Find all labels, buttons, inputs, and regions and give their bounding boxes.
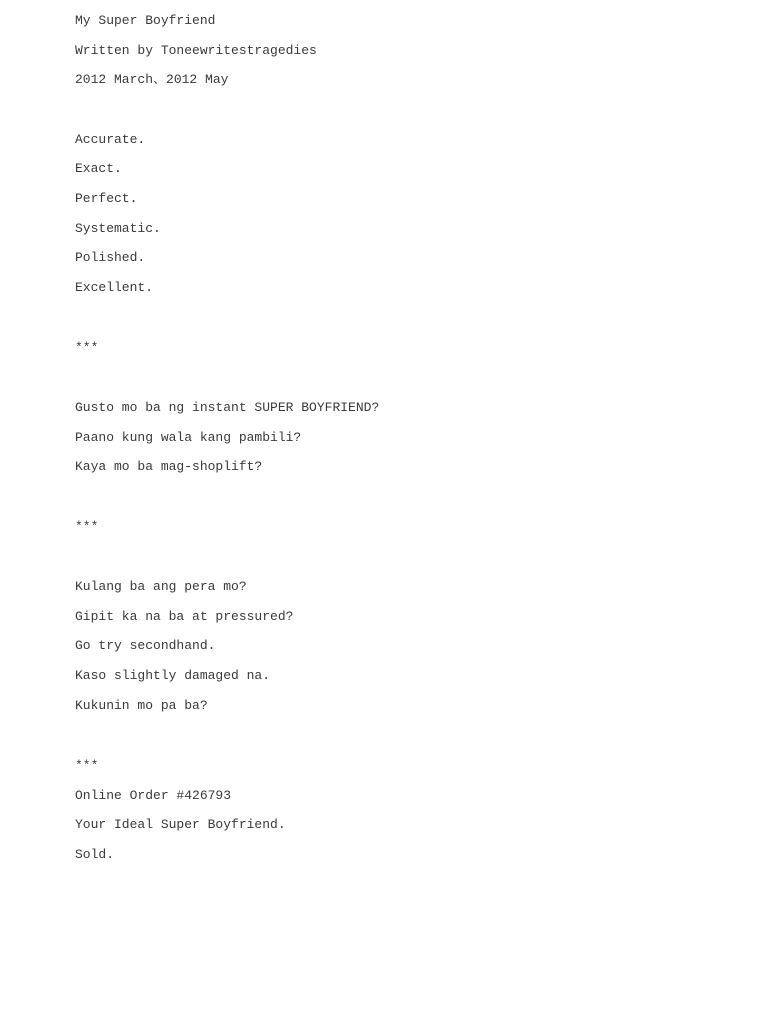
intro-word: Exact. [75, 161, 122, 176]
text-line: Paano kung wala kang pambili? [75, 430, 302, 445]
section-separator: *** [75, 340, 99, 355]
date-range: 2012 March、2012 May [75, 72, 229, 87]
text-line: Online Order #426793 [75, 788, 232, 803]
text-line: Your Ideal Super Boyfriend. [75, 817, 286, 832]
text-line: Sold. [75, 847, 115, 862]
story-title: My Super Boyfriend [75, 13, 216, 28]
text-line: Kaya mo ba mag-shoplift? [75, 459, 263, 474]
intro-word: Accurate. [75, 132, 146, 147]
section-separator: *** [75, 758, 99, 773]
text-line: Gusto mo ba ng instant SUPER BOYFRIEND? [75, 400, 380, 415]
intro-word: Systematic. [75, 221, 161, 236]
text-line: Kukunin mo pa ba? [75, 698, 208, 713]
text-line: Kaso slightly damaged na. [75, 668, 271, 683]
author-line: Written by Toneewritestragedies [75, 43, 317, 58]
text-line: Go try secondhand. [75, 638, 216, 653]
text-line: Kulang ba ang pera mo? [75, 579, 247, 594]
intro-word: Excellent. [75, 280, 154, 295]
text-line: Gipit ka na ba at pressured? [75, 609, 294, 624]
section-separator: *** [75, 519, 99, 534]
intro-word: Polished. [75, 250, 146, 265]
intro-word: Perfect. [75, 191, 138, 206]
